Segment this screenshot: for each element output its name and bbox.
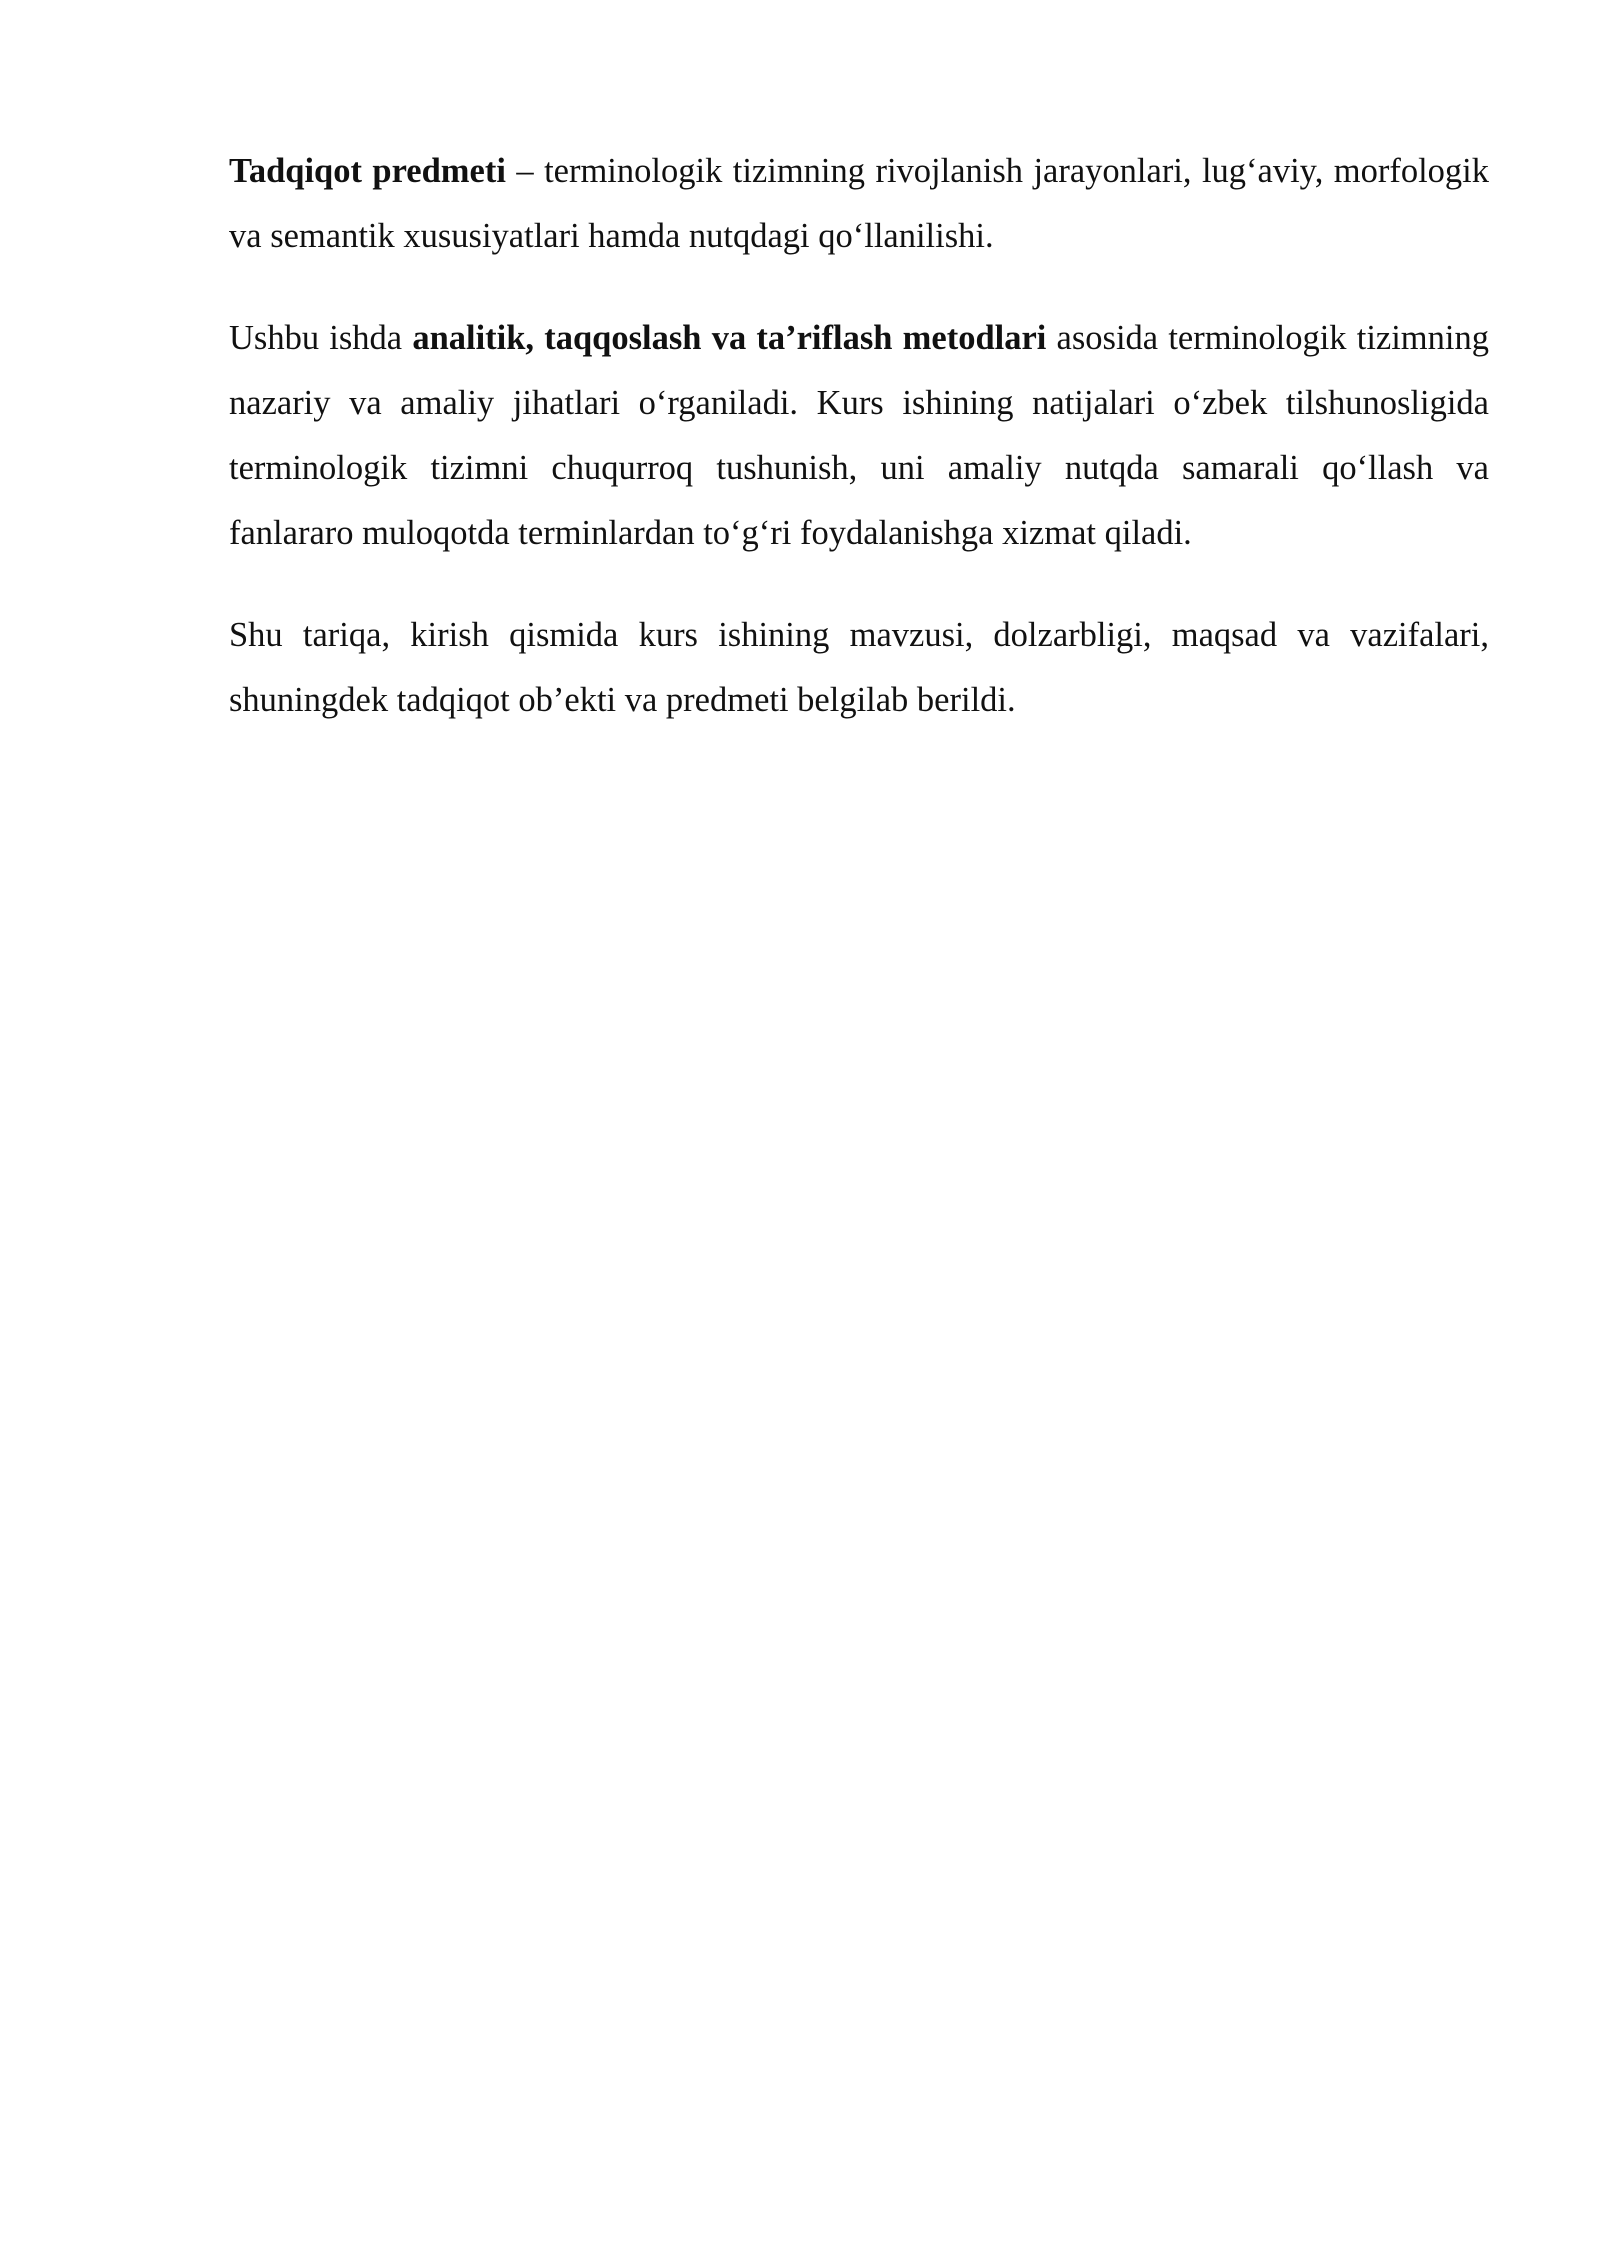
paragraph-text: Shu tariqa, kirish qismida kurs ishining mavzusi, dolzarbligi, maqsad va vazifalari, shuningdek tadqiqot ob’ekti va predmeti belgilab berildi. [229,616,1489,719]
paragraph-methods [229,306,1489,566]
paragraph-research-subject [229,139,1489,269]
paragraph-summary [229,603,1489,733]
bold-term-methods: analitik, taqqoslash va ta’riflash metodlari [412,319,1047,357]
document-body [229,139,1489,770]
paragraph-text: asosida terminologik tizimning nazariy va amaliy jihatlari o‘rganiladi. Kurs ishining natijalari o‘zbek tilshunosligida terminologik tizimni chuqurroq tushunish, uni amaliy nutqda samarali qo‘llash va fanlararo muloqotda terminlardan to‘g‘ri foydalanishga xizmat qiladi. [229,319,1489,552]
paragraph-text: – terminologik tizimning rivojlanish jarayonlari, lug‘aviy, morfologik va semantik xususiyatlari hamda nutqdagi qo‘llanilishi. [229,152,1490,255]
bold-term-research-subject: Tadqiqot predmeti [229,152,506,190]
paragraph-text: Ushbu ishda [229,319,413,357]
